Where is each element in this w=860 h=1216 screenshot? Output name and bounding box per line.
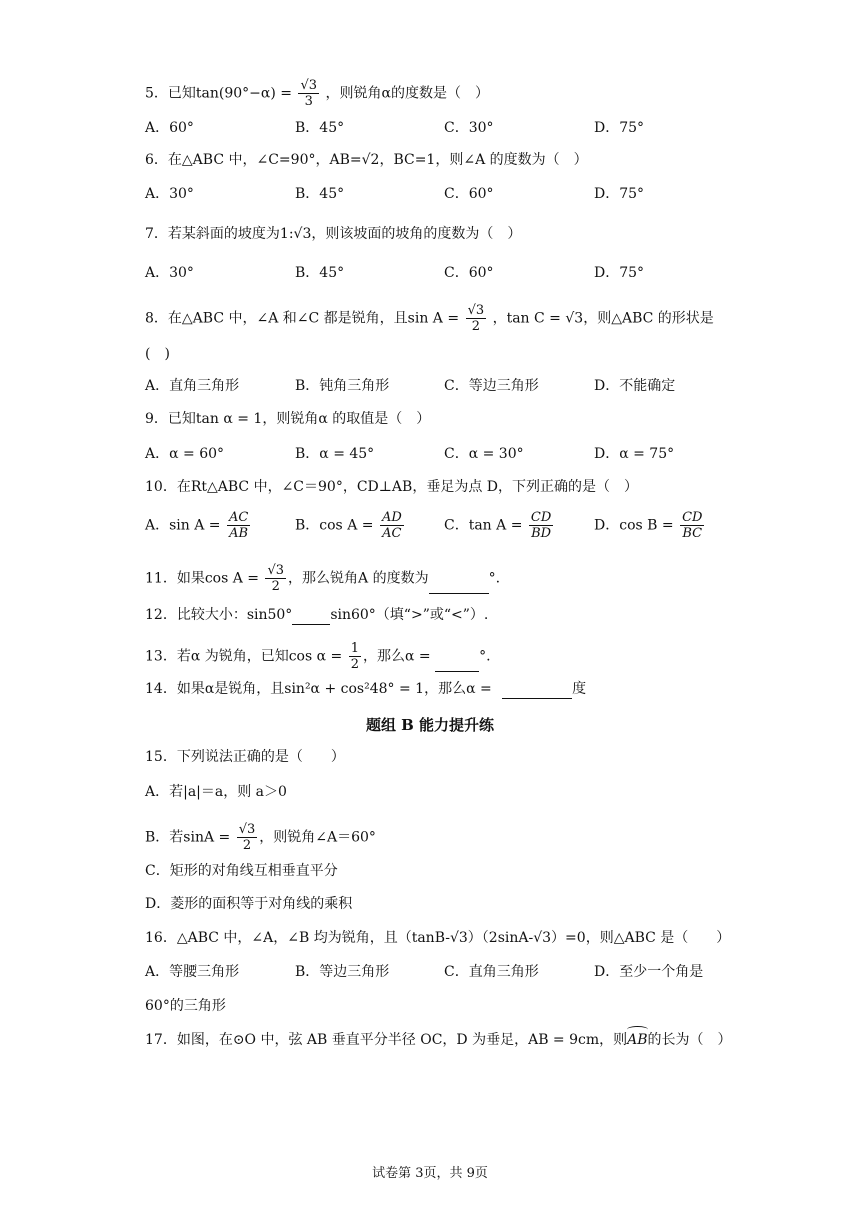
- q5-number: 5．: [145, 85, 168, 102]
- q7-option-b[interactable]: B．45°: [295, 265, 345, 281]
- q9-option-a[interactable]: A．α = 60°: [145, 446, 225, 462]
- q8-option-c[interactable]: C．等边三角形: [444, 378, 539, 394]
- q9-option-c[interactable]: C．α = 30°: [444, 446, 524, 462]
- q14-answer-blank[interactable]: [502, 684, 572, 699]
- q11-fraction: $\frac{√3}{2}$: [267, 563, 285, 594]
- q5-stem: 已知tan(90°−α) =: [167, 85, 297, 102]
- q7-option-d[interactable]: D．75°: [594, 265, 645, 281]
- question-12: 12．比较大小：sin50° sin60°（填“>”或“<”）.: [145, 607, 489, 623]
- q8-fraction: $\frac{√3}{2}$: [467, 303, 485, 334]
- q13-answer-blank[interactable]: [435, 657, 479, 672]
- q16-option-c[interactable]: C．直角三角形: [444, 964, 539, 980]
- question-9: 9．已知tan α = 1，则锐角α 的取值是（ ）: [145, 411, 431, 427]
- q10-b-fraction: $\frac{AD}{AC}$: [381, 510, 402, 541]
- question-17: 17．如图，在⊙O 中，弦 AB 垂直平分半径 OC，D 为垂足，AB = 9cm，则AB的长为（ ）: [145, 1032, 732, 1048]
- q16-option-d[interactable]: D．至少一个角是: [594, 964, 704, 980]
- q6-option-c[interactable]: C．60°: [444, 186, 494, 202]
- page-footer: 试卷第 3页，共 9页: [372, 1166, 488, 1181]
- q13-fraction: $\frac{1}{2}$: [350, 641, 359, 672]
- q8-option-d[interactable]: D．不能确定: [594, 378, 676, 394]
- q15-b-fraction: $\frac{√3}{2}$: [238, 822, 256, 853]
- q15-option-a[interactable]: A．若|a|＝a，则 a＞0: [145, 784, 287, 800]
- q16-option-b[interactable]: B．等边三角形: [295, 964, 390, 980]
- question-13: 13．若α 为锐角，已知cos α = $\frac{1}{2}$ ，那么α = °.: [145, 641, 491, 672]
- question-15: 15．下列说法正确的是（ ）: [145, 749, 345, 765]
- q9-option-b[interactable]: B．α = 45°: [295, 446, 375, 462]
- question-6: 6．在△ABC 中，∠C=90°，AB=√2，BC=1，则∠A 的度数为（ ）: [145, 152, 588, 168]
- question-10: 10．在Rt△ABC 中，∠C＝90°，CD⊥AB，垂足为点 D，下列正确的是（ ）: [145, 479, 638, 495]
- q11-answer-blank[interactable]: [429, 579, 489, 594]
- q17-arc-ab: AB: [627, 1032, 648, 1048]
- q10-a-fraction: $\frac{AC}{AB}$: [228, 510, 249, 541]
- q10-option-a[interactable]: A．sin A = $\frac{AC}{AB}$: [145, 510, 249, 541]
- question-7: 7．若某斜面的坡度为1:√3，则该坡面的坡角的度数为（ ）: [145, 226, 522, 242]
- question-5: 5．已知tan(90°−α) = $\frac{√3}{3}$ ，则锐角α的度数是（ ）: [145, 78, 489, 109]
- q16-option-a[interactable]: A．等腰三角形: [145, 964, 240, 980]
- q5-option-c[interactable]: C．30°: [444, 120, 494, 136]
- question-8: 8．在△ABC 中，∠A 和∠C 都是锐角，且sin A = $\frac{√3}{2}$ ，tan C = √3，则△ABC 的形状是: [145, 303, 714, 334]
- section-b-heading: 题组 B 能力提升练: [365, 716, 495, 734]
- q6-option-a[interactable]: A．30°: [145, 186, 194, 202]
- q10-option-c[interactable]: C．tan A = $\frac{CD}{BD}$: [444, 510, 552, 541]
- q7-option-a[interactable]: A．30°: [145, 265, 194, 281]
- q15-option-d[interactable]: D．菱形的面积等于对角线的乘积: [145, 896, 353, 912]
- q10-c-fraction: $\frac{CD}{BD}$: [530, 510, 552, 541]
- q6-option-d[interactable]: D．75°: [594, 186, 645, 202]
- q10-d-fraction: $\frac{CD}{BC}$: [682, 510, 703, 541]
- q7-option-c[interactable]: C．60°: [444, 265, 494, 281]
- q16-option-d-continued: 60°的三角形: [145, 998, 226, 1014]
- question-14: 14．如果α是锐角，且sin²α + cos²48° = 1，那么α = 度: [145, 681, 587, 697]
- q10-option-b[interactable]: B．cos A = $\frac{AD}{AC}$: [295, 510, 402, 541]
- q8-option-b[interactable]: B．钝角三角形: [295, 378, 390, 394]
- question-16: 16．△ABC 中，∠A，∠B 均为锐角，且（tanB-√3）（2sinA-√3）=0，则△ABC 是（ ）: [145, 930, 731, 946]
- q12-answer-blank[interactable]: [292, 610, 330, 625]
- q5-option-d[interactable]: D．75°: [594, 120, 645, 136]
- q8-option-a[interactable]: A．直角三角形: [145, 378, 240, 394]
- q6-option-b[interactable]: B．45°: [295, 186, 345, 202]
- q5-option-a[interactable]: A．60°: [145, 120, 194, 136]
- q9-option-d[interactable]: D．α = 75°: [594, 446, 675, 462]
- q5-option-b[interactable]: B．45°: [295, 120, 345, 136]
- q15-option-c[interactable]: C．矩形的对角线互相垂直平分: [145, 863, 338, 879]
- question-11: 11．如果cos A = $\frac{√3}{2}$ ，那么锐角A 的度数为 °.: [145, 563, 501, 594]
- q10-option-d[interactable]: D．cos B = $\frac{CD}{BC}$: [594, 510, 703, 541]
- q8-answer-bracket: ( ): [145, 346, 170, 362]
- q5-fraction: $\frac{√3}{3}$: [300, 78, 318, 109]
- q15-option-b[interactable]: B．若sinA = $\frac{√3}{2}$ ，则锐角∠A＝60°: [145, 822, 376, 853]
